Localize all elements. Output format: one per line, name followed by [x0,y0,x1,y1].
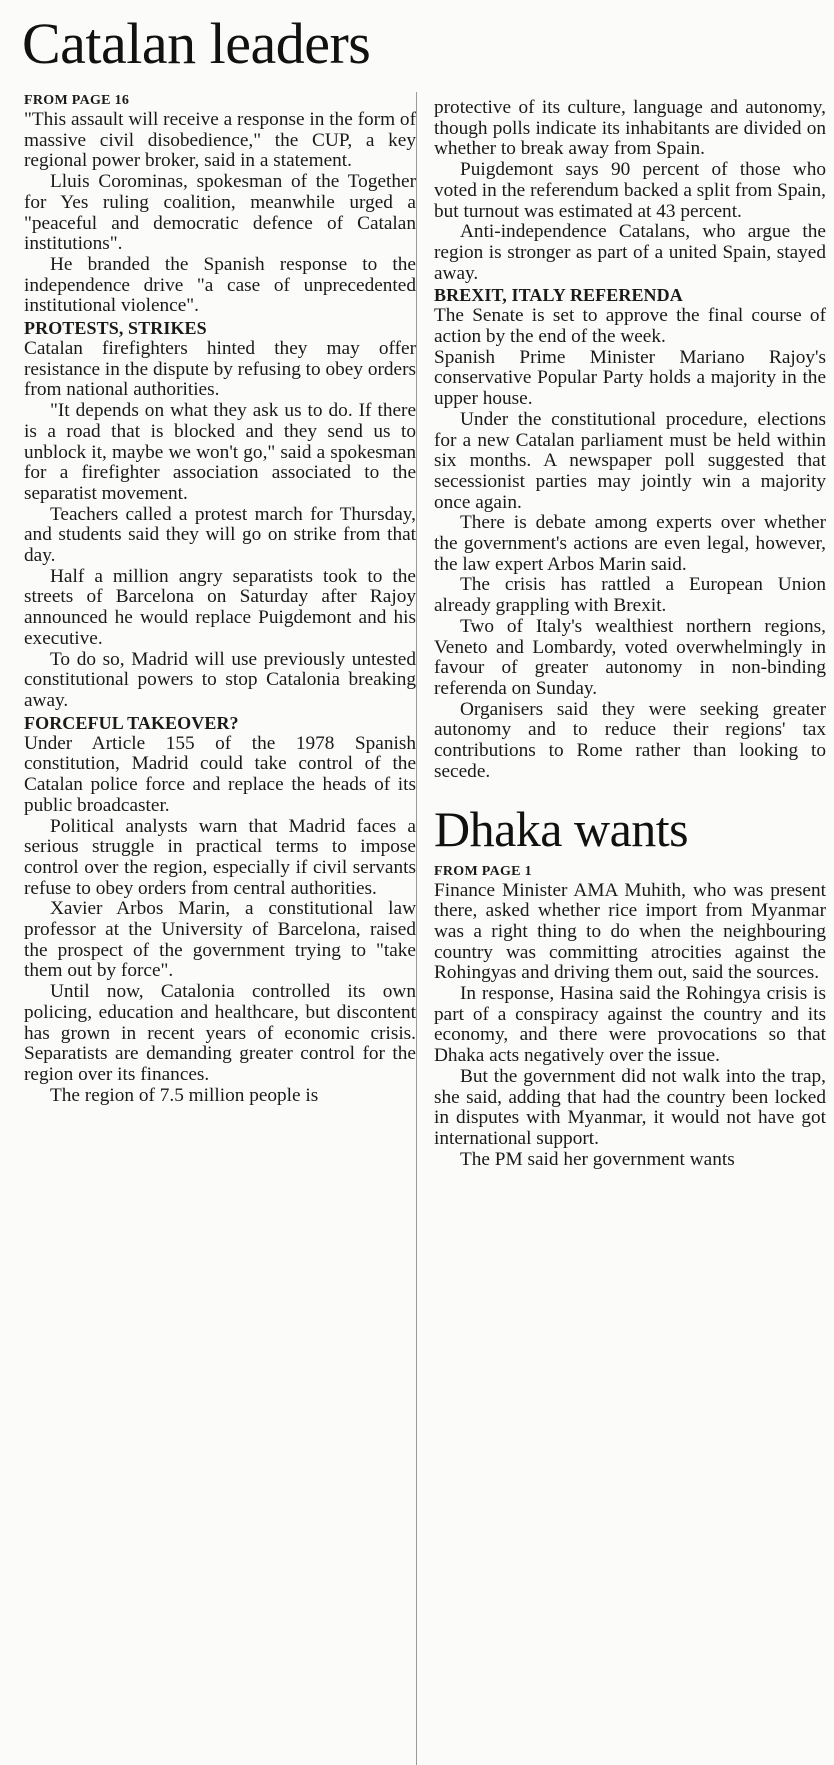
paragraph: Under the constitutional procedure, elections for a new Catalan parliament must be held within six months. A newspaper poll suggested that secessionist parties may jointly win a majority once again. [434,408,826,513]
paragraph: Until now, Catalonia controlled its own policing, education and healthcare, but discontent has grown in recent years of economic crisis. Separatists are demanding greater control for the region over its finances. [24,981,416,1085]
paragraph: Catalan firefighters hinted they may offer resistance in the dispute by refusing to obey orders from national authorities. [24,338,416,401]
paragraph: protective of its culture, language and autonomy, though polls indicate its inhabitants are divided on whether to break away from Spain. [434,97,826,160]
paragraph: Anti-independence Catalans, who argue the region is stronger as part of a united Spain, stayed away. [434,221,826,284]
paragraph: Lluis Corominas, spokesman of the Together for Yes ruling coalition, meanwhile urged a "peaceful and democratic defence of Catalan institutions". [24,171,416,255]
headline-catalan-leaders: Catalan leaders [22,11,371,76]
section-subhead: FORCEFUL TAKEOVER? [24,712,239,733]
article1-right-body [434,98,826,783]
paragraph: Teachers called a protest march for Thursday, and students said they will go on strike from that day. [24,503,416,567]
paragraph: Political analysts warn that Madrid faces a serious struggle in practical terms to impose control over the region, especially if civil servants refuse to obey orders from central authorities. [24,815,416,899]
paragraph: He branded the Spanish response to the independence drive "a case of unprecedented institutional violence". [24,253,416,317]
section-subhead: PROTESTS, STRIKES [24,318,207,339]
article1-from-page: FROM PAGE 16 [24,93,130,108]
article2-from-page: FROM PAGE 1 [434,863,532,879]
article1-left-body [24,110,416,1106]
paragraph: In response, Hasina said the Rohingya crisis is part of a conspiracy against the country and its economy, and there were provocations so that Dhaka acts negatively over the issue. [434,983,826,1067]
paragraph: Half a million angry separatists took to the streets of Barcelona on Saturday after Rajoy announced he would replace Puigdemont and his executive. [24,565,416,649]
section-subhead: BREXIT, ITALY REFERENDA [434,285,683,306]
paragraph: The Senate is set to approve the final course of action by the end of the week. [434,305,826,348]
paragraph: Puigdemont says 90 percent of those who voted in the referendum backed a split from Spain, but turnout was estimated at 43 percent. [434,159,826,222]
column-divider [416,92,417,1765]
paragraph: But the government did not walk into the trap, she said, adding that had the country been locked in disputes with Myanmar, it would not have got international support. [434,1065,826,1149]
paragraph: There is debate among experts over whether the government's actions are even legal, however, the law expert Arbos Marin said. [434,512,826,575]
paragraph: "This assault will receive a response in the form of massive civil disobedience," the CUP, a key regional power broker, said in a statement. [24,109,416,172]
paragraph: Two of Italy's wealthiest northern regions, Veneto and Lombardy, voted overwhelmingly in favour of greater autonomy in non-binding referenda on Sunday. [434,615,826,699]
article2-body [434,881,826,1171]
paragraph: Under Article 155 of the 1978 Spanish constitution, Madrid could take control of the Catalan police force and replace the heads of its public broadcaster. [24,732,416,816]
article1-left-column [24,92,416,1106]
paragraph: The region of 7.5 million people is [50,1084,319,1106]
article1-right-column [434,98,826,1170]
paragraph: Organisers said they were seeking greater autonomy and to reduce their regions' tax contributions to Rome rather than looking to secede. [434,698,826,782]
paragraph: The PM said her government wants [460,1148,735,1170]
paragraph: The crisis has rattled a European Union already grappling with Brexit. [434,574,826,617]
paragraph: Finance Minister AMA Muhith, who was present there, asked whether rice import from Myanmar was a right thing to do when the neighbouring country was committing atrocities against the Rohingyas and driving them out, said the sources. [434,879,826,984]
paragraph: Spanish Prime Minister Mariano Rajoy's conservative Popular Party holds a majority in the upper house. [434,346,826,410]
paragraph: "It depends on what they ask us to do. If there is a road that is blocked and they send us to unblock it, maybe we won't go," said a spokesman for a firefighter association associated to the separatist movement. [24,400,416,504]
paragraph: To do so, Madrid will use previously untested constitutional powers to stop Catalonia breaking away. [24,648,416,711]
headline-dhaka-wants: Dhaka wants [434,800,689,857]
paragraph: Xavier Arbos Marin, a constitutional law professor at the University of Barcelona, raised the prospect of the government trying to "take them out by force". [24,898,416,982]
